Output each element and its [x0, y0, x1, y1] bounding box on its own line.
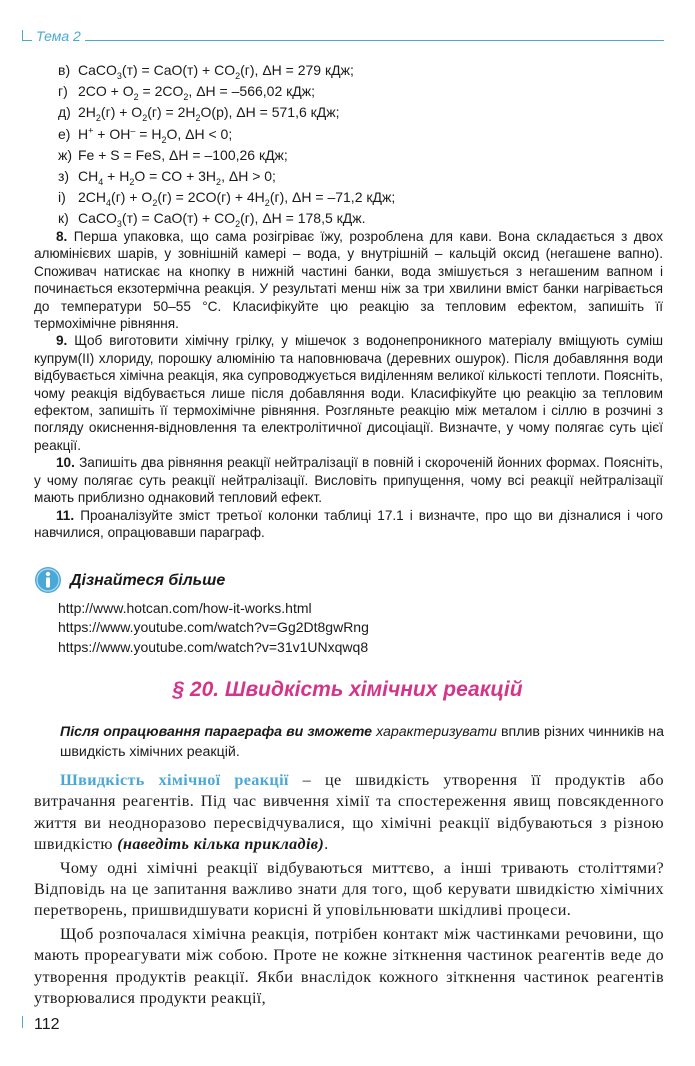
objective-lead: Після опрацювання параграфа ви зможете	[60, 724, 373, 740]
equation-item	[58, 145, 658, 166]
equation-part: 2	[129, 176, 135, 187]
equation-item	[58, 81, 658, 102]
objective-verb: характеризувати	[376, 724, 497, 740]
header-rule	[22, 40, 664, 41]
equation-part: , ΔH > 0;	[221, 167, 276, 184]
equation-part: H	[78, 125, 89, 142]
equation-item	[58, 208, 658, 229]
equation-item	[58, 166, 658, 187]
paragraph-question: Чому одні хімічні реакції відбуваються миттєво, а інші тривають століттями? Відповідь на це запитання важливо знати для того, щоб керувати швидкістю хімічних перетворень, пришвидшувати корисні й уповільнювати шкідливі процеси.	[34, 858, 664, 920]
learning-objective	[60, 722, 664, 762]
equation-part: 2	[133, 91, 139, 102]
example-hint: (наведіть кілька прикладів)	[117, 835, 325, 854]
equation-part: = H	[135, 125, 162, 142]
frame-line-bottom-left	[22, 1016, 23, 1028]
equation-part: 2H	[78, 104, 96, 121]
equation-label: к)	[58, 210, 69, 227]
equation-part: 2	[195, 113, 201, 124]
equation-label: д)	[58, 104, 71, 121]
task-10	[34, 454, 663, 506]
task-text: Перша упаковка, що сама розігріває їжу, розроблена для кави. Вона складається з двох алюмінієвих шарів, у зовнішній камері – вода, у внутрішній – кальцій оксид (негашене вапно). Споживач натискає на кнопку в нижній частині банки, вода змішується з негашеним вапном і починається екзотермічна реакція. У результаті менш ніж за три хвилини вміст банки нагрівається до температури 50–55 °С. Класифікуйте цю реакцію за тепловим ефектом, запишіть її термохімічне рівняння.	[34, 229, 663, 332]
equation-part: Fe + S = FeS, ΔH = –100,26 кДж;	[78, 146, 288, 163]
task-number: 11.	[56, 507, 75, 523]
equation-part: 2	[235, 70, 241, 81]
paragraph-collision: Щоб розпочалася хімічна реакція, потрібен контакт між частинками речовини, що мають прореагувати між собою. Проте не кожне зіткнення частинок реагентів веде до утворення продуктів реакції. Якби внаслідок кожного зіткнення частинок реагентів утворювалися продукти реакції,	[34, 924, 664, 1008]
equation-part: 2	[264, 197, 270, 208]
task-8	[34, 228, 663, 332]
equation-part: (г) + O	[111, 189, 153, 206]
equation-part: O = CO + 3H	[134, 167, 217, 184]
equation-part: CH	[78, 167, 99, 184]
equation-part: 2CO + O	[78, 83, 134, 100]
equation-part: (г) = 2CO(г) + 4H	[157, 189, 265, 206]
equation-item	[58, 187, 658, 208]
equation-part: CaCO	[78, 210, 117, 227]
link-hotcan[interactable]: http://www.hotcan.com/how-it-works.html	[58, 600, 312, 616]
equation-part: (г) = 2H	[147, 104, 196, 121]
equation-part: (г), ΔH = 178,5 кДж.	[240, 210, 366, 227]
task-number: 9.	[56, 333, 68, 349]
equation-part: 4	[98, 176, 104, 187]
equation-part: 2	[235, 219, 241, 230]
link-youtube-2[interactable]: https://www.youtube.com/watch?v=31v1UNxqwq8	[58, 638, 369, 655]
equation-list	[58, 60, 658, 230]
equation-part: (г), ΔH = 279 кДж;	[240, 62, 354, 78]
paragraph-end: .	[324, 835, 329, 854]
equation-part: 4	[106, 197, 112, 208]
equation-part: (т) = CaO(т) + CO	[121, 210, 236, 227]
task-list	[34, 228, 663, 541]
equation-part: (т) = CaO(т) + CO	[121, 62, 236, 78]
equation-item	[58, 60, 658, 81]
equation-part: CaCO	[78, 62, 117, 78]
equation-part: 2	[183, 91, 189, 102]
equation-part: 3	[116, 70, 122, 81]
task-11	[34, 507, 663, 542]
equation-part: 2	[216, 176, 222, 187]
paragraph-definition	[34, 770, 664, 856]
equation-part: 2	[142, 113, 148, 124]
link-list	[58, 599, 369, 657]
frame-line-top-left	[22, 30, 23, 40]
equation-part: , ΔH = –566,02 кДж;	[188, 83, 315, 100]
body-text	[34, 770, 664, 1011]
equation-part: 2	[95, 113, 101, 124]
equation-part: –	[130, 124, 136, 135]
equation-part: O, ΔH < 0;	[166, 125, 233, 142]
equation-part: + OH	[93, 125, 131, 142]
equation-part: = 2CO	[138, 83, 184, 100]
equation-label: і)	[58, 189, 66, 206]
equation-part: 3	[116, 219, 122, 230]
learn-more-title: Дізнайтеся більше	[70, 572, 226, 589]
equation-label: в)	[58, 62, 71, 78]
objective-rest: вплив різних чинників на швидкість хімічних реакцій.	[60, 724, 664, 760]
equation-part: (г) + O	[100, 104, 143, 121]
equation-part: 2	[152, 197, 158, 208]
task-text: Щоб виготовити хімічну грілку, у мішечок з водонепроникного матеріалу вміщують суміш купрум(ІІ) хлориду, порошку алюмінію та наповнювача (деревних ошурок). Після добавляння води відбувається хімічна реакція, яка супроводжується виділенням великої кількості теплоти. Поясніть, чому реакція відбувається лише після добавляння води. Класифікуйте цю реакцію за тепловим ефектом, запишіть її термохімічне рівняння. Розгляньте реакцію між металом і сіллю в розчині з погляду окиснення-відновлення та електролітичної дисоціації. Визначте, у чому полягає суть цієї реакції.	[34, 333, 664, 453]
task-text: Запишіть два рівняння реакції нейтралізації в повній і скороченій йонних формах. Поясніть, у чому полягає суть реакції нейтралізації. Висловіть припущення, чому всі реакції нейтралізації мають приблизно однаковий тепловий ефект.	[34, 455, 663, 506]
equation-part: + H	[103, 167, 130, 184]
definition-term: Швидкість хімічної реакції	[60, 771, 289, 789]
equation-part: (г), ΔH = –71,2 кДж;	[269, 189, 396, 206]
section-title: § 20. Швидкість хімічних реакцій	[172, 678, 523, 701]
task-number: 10.	[56, 455, 75, 471]
equation-part: 2CH	[78, 189, 107, 206]
equation-label: ж)	[58, 146, 73, 163]
equation-part: O(р), ΔH = 571,6 кДж;	[200, 104, 340, 121]
page-number: 112	[34, 1016, 60, 1033]
theme-label: Тема 2	[32, 28, 85, 44]
task-text: Проаналізуйте зміст третьої колонки таблиці 17.1 і визначте, про що ви дізналися і чого навчилися, опрацювавши параграф.	[34, 507, 663, 540]
task-9	[34, 332, 663, 454]
task-number: 8.	[56, 229, 68, 244]
equation-part: +	[88, 124, 94, 135]
equation-part: 2	[161, 134, 167, 145]
equation-label: е)	[58, 125, 71, 142]
info-icon	[34, 566, 62, 594]
equation-item	[58, 102, 658, 123]
link-youtube-1[interactable]: https://www.youtube.com/watch?v=Gg2Dt8gwRng	[58, 619, 369, 636]
paragraph-text: – це швидкість утворення її продуктів або витрачання реагентів. Під час вивчення хімії та спостереження явищ повсякденного життя ви неодноразово пересвідчувалися, що хімічні реакції відбуваються з різною швидкістю	[34, 771, 664, 854]
equation-label: з)	[58, 167, 70, 184]
equation-item	[58, 124, 658, 145]
equation-label: г)	[58, 83, 68, 100]
